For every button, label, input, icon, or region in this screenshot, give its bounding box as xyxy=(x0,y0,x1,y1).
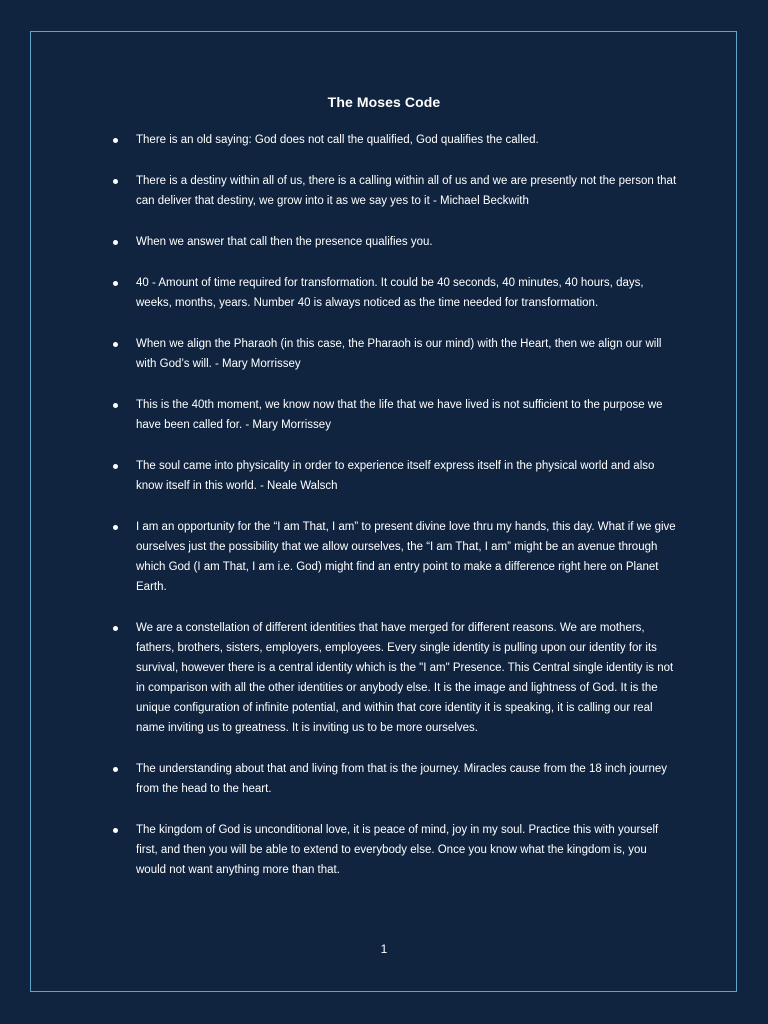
bullet-icon xyxy=(113,828,118,833)
list-item-text: There is an old saying: God does not call the qualified, God qualifies the called. xyxy=(136,134,539,146)
bullet-icon xyxy=(113,464,118,469)
list-item-text: When we answer that call then the presence qualifies you. xyxy=(136,236,433,248)
bullet-icon xyxy=(113,626,118,631)
bullet-icon xyxy=(113,403,118,408)
bullet-icon xyxy=(113,138,118,143)
list-item-text: The understanding about that and living from that is the journey. Miracles cause from the 18 inch journey from the head to the heart. xyxy=(136,763,667,795)
list-item-text: This is the 40th moment, we know now that the life that we have lived is not sufficient to the purpose we have been called for. - Mary Morrissey xyxy=(136,399,663,431)
list-item-text: I am an opportunity for the “I am That, I am” to present divine love thru my hands, this day. What if we give ourselves just the possibility that we allow ourselves, the “I am That, I am” might be an avenue through which God (I am That, I am i.e. God) might find an entry point to make a difference right here on Planet Earth. xyxy=(136,521,676,593)
list-item xyxy=(111,130,677,150)
bullet-icon xyxy=(113,525,118,530)
list-item-text: When we align the Pharaoh (in this case, the Pharaoh is our mind) with the Heart, then we align our will with God’s will. - Mary Morrissey xyxy=(136,338,662,370)
list-item xyxy=(111,820,677,880)
list-item-text: The kingdom of God is unconditional love, it is peace of mind, joy in my soul. Practice this with yourself first, and then you will be able to extend to everybody else. Once you know what the kingdom is, you would not want anything more than that. xyxy=(136,824,659,876)
page-number: 1 xyxy=(380,942,388,956)
list-item xyxy=(111,456,677,496)
bullet-icon xyxy=(113,342,118,347)
bullet-icon xyxy=(113,281,118,286)
list-item-text: There is a destiny within all of us, there is a calling within all of us and we are presently not the person that can deliver that destiny, we grow into it as we say yes to it - Michael Beckwith xyxy=(136,175,677,207)
list-item xyxy=(111,273,677,313)
list-item xyxy=(111,334,677,374)
list-item xyxy=(111,759,677,799)
list-item xyxy=(111,171,677,211)
bullet-icon xyxy=(113,767,118,772)
bullet-list xyxy=(111,130,677,901)
list-item-text: We are a constellation of different identities that have merged for different reasons. We are mothers, fathers, brothers, sisters, employers, employees. Every single identity is pulling upon our identity for its survival, however there is a central identity which is the "I am" Presence. This Central single identity is not in comparison with all the other identities or anybody else. It is the image and lightness of God. It is the unique configuration of infinite potential, and within that core identity it is speaking, it is calling our real name inviting us to greatness. It is inviting us to be more ourselves. xyxy=(136,622,674,734)
list-item-text: 40 - Amount of time required for transformation. It could be 40 seconds, 40 minutes, 40 hours, days, weeks, months, years. Number 40 is always noticed as the time needed for transformation. xyxy=(136,277,644,309)
list-item xyxy=(111,517,677,597)
bullet-icon xyxy=(113,179,118,184)
list-item-text: The soul came into physicality in order to experience itself express itself in the physical world and also know itself in this world. - Neale Walsch xyxy=(136,460,655,492)
list-item xyxy=(111,395,677,435)
list-item xyxy=(111,232,677,252)
bullet-icon xyxy=(113,240,118,245)
list-item xyxy=(111,618,677,738)
document-title: The Moses Code xyxy=(327,94,441,110)
